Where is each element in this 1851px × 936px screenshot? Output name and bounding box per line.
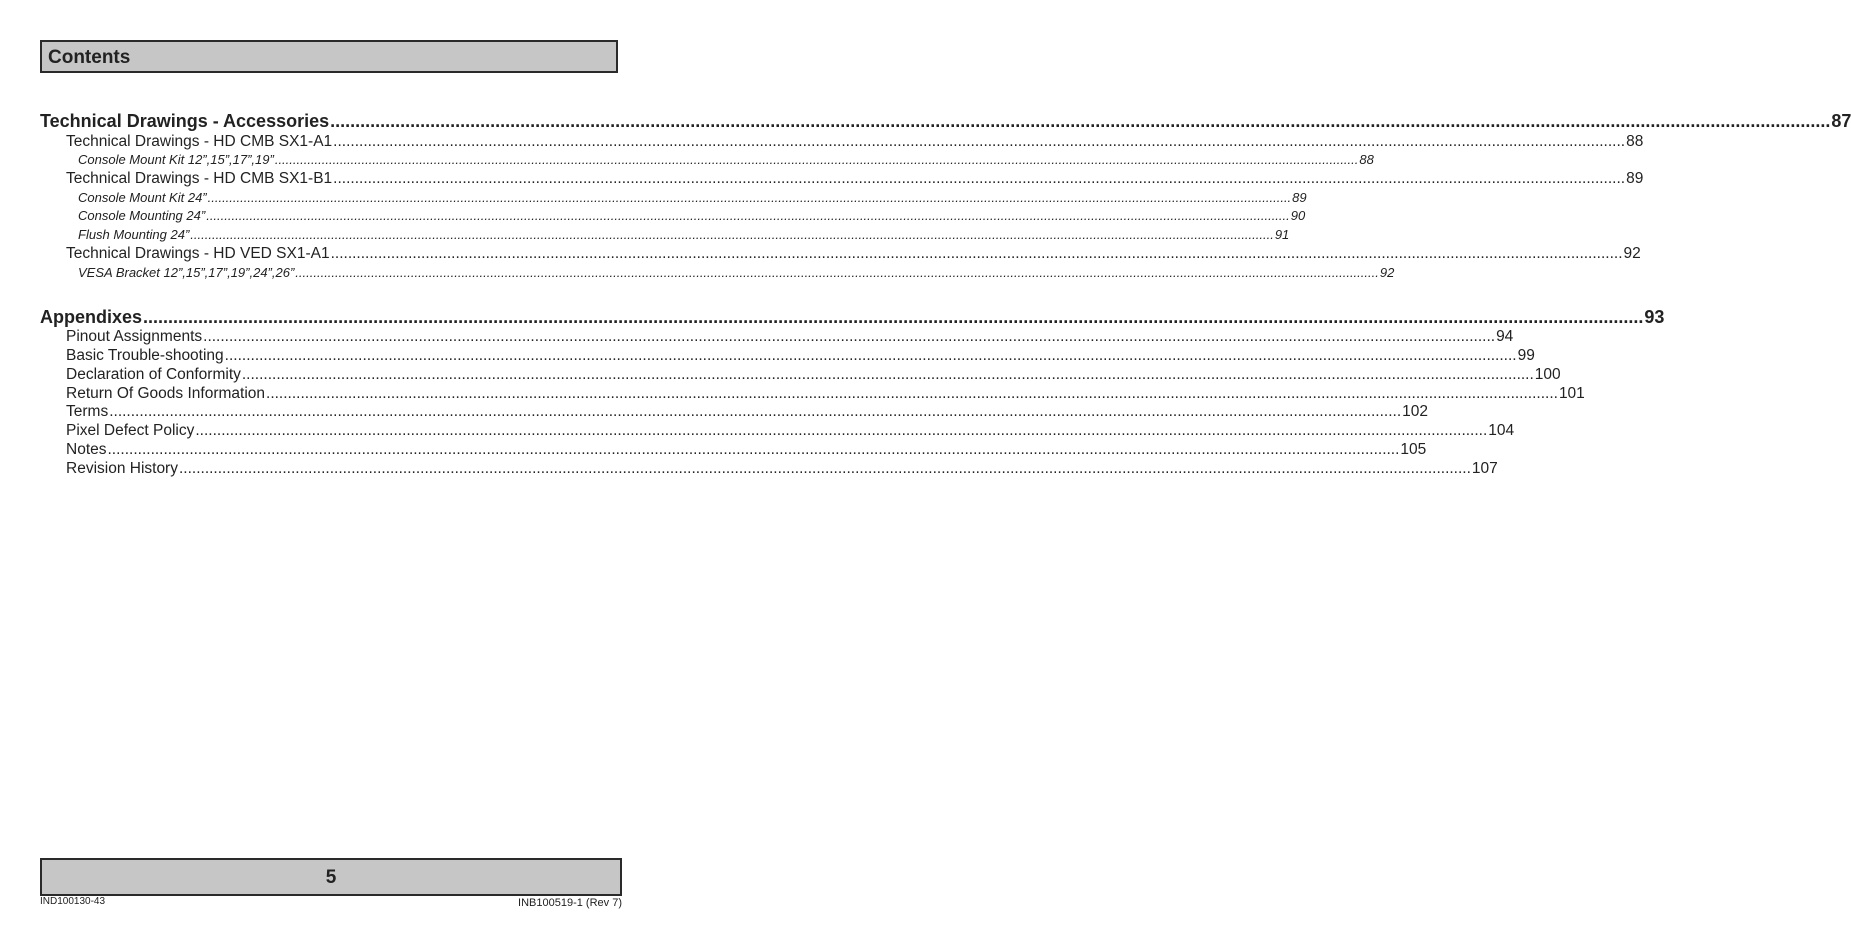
toc-page-number: 88: [1626, 133, 1644, 150]
toc-subentry[interactable]: [78, 227, 1290, 242]
toc-page-number: 102: [1402, 403, 1428, 420]
footer-page-number: 5: [325, 867, 337, 888]
toc-section-title: Appendixes: [40, 307, 143, 327]
document-code-right: INB100519-1 (Rev 7): [518, 897, 622, 909]
toc-page-number: 105: [1400, 441, 1427, 458]
toc-entry[interactable]: [66, 422, 1515, 440]
footer-bar: [40, 858, 622, 896]
toc-entry-label: Declaration of Conformity: [66, 366, 241, 383]
toc-subentry-label: Flush Mounting 24”: [78, 227, 190, 242]
toc-entry[interactable]: [66, 441, 1427, 459]
dot-leader: ............................................................................................................................................................................................................................................................................................................: [333, 133, 1626, 150]
toc-section-appendixes[interactable]: [40, 307, 1665, 328]
toc-entry[interactable]: [66, 133, 1644, 151]
dot-leader: ............................................................................................................................................................................................................................................................................................................: [109, 403, 1402, 420]
toc-page-number: 89: [1626, 170, 1644, 187]
toc-page-number: 93: [1644, 307, 1665, 327]
toc-entry-label: Return Of Goods Information: [66, 385, 266, 402]
dot-leader: ............................................................................................................................................................................................................................................................................................................: [224, 347, 1517, 364]
toc-page-number: 107: [1471, 460, 1498, 477]
toc-entry-label: Terms: [66, 403, 109, 420]
toc-page-number: 91: [1274, 227, 1290, 242]
dot-leader: ............................................................................................................................................................................................................................................................................................................: [241, 366, 1534, 383]
toc-entry[interactable]: [66, 170, 1644, 188]
page-title: Contents: [48, 47, 131, 68]
toc-subentry[interactable]: [78, 208, 1306, 223]
dot-leader: ............................................................................................................................................................................................................................................................................................................: [178, 460, 1471, 477]
toc-entry-label: Technical Drawings - HD CMB SX1-B1: [66, 170, 333, 187]
dot-leader: ............................................................................................................................................................................................................................................................................................................: [330, 245, 1623, 262]
toc-entry[interactable]: [66, 385, 1585, 403]
toc-page-number: 100: [1534, 366, 1561, 383]
toc-subentry[interactable]: [78, 190, 1307, 205]
toc-page-number: 104: [1488, 422, 1515, 439]
toc-page-number: 92: [1623, 245, 1641, 262]
toc-entry[interactable]: [66, 366, 1561, 384]
toc-entry-label: Technical Drawings - HD VED SX1-A1: [66, 245, 330, 262]
dot-leader: ............................................................................................................................................................................................................................................................................................................: [330, 111, 1831, 131]
toc-entry-label: Pixel Defect Policy: [66, 422, 195, 439]
toc-entry-label: Revision History: [66, 460, 178, 477]
toc-subentry-label: Console Mounting 24”: [78, 208, 206, 223]
toc-page-number: 101: [1558, 385, 1585, 402]
contents-header-bar: [40, 40, 618, 73]
dot-leader: ............................................................................................................................................................................................................................................................................................................: [266, 385, 1558, 402]
toc-page-number: 87: [1831, 111, 1851, 131]
toc-entry[interactable]: [66, 328, 1514, 346]
toc-entry-label: Notes: [66, 441, 107, 458]
toc-page-number: 88: [1359, 152, 1374, 167]
toc-subentry[interactable]: [78, 152, 1374, 167]
toc-subentry-label: VESA Bracket 12”,15”,17”,19”,24”,26”: [78, 265, 295, 280]
toc-page-number: 89: [1292, 190, 1307, 205]
toc-section-technical-drawings-accessories[interactable]: [40, 111, 1851, 132]
toc-entry-label: Technical Drawings - HD CMB SX1-A1: [66, 133, 333, 150]
toc-entry-label: Basic Trouble-shooting: [66, 347, 224, 364]
dot-leader: ............................................................................................................................................................................................................................................................................................................: [274, 152, 1359, 167]
toc-subentry[interactable]: [78, 265, 1395, 280]
toc-section-title: Technical Drawings - Accessories: [40, 111, 330, 131]
dot-leader: ............................................................................................................................................................................................................................................................................................................: [203, 328, 1496, 345]
dot-leader: ............................................................................................................................................................................................................................................................................................................: [333, 170, 1626, 187]
dot-leader: ............................................................................................................................................................................................................................................................................................................: [206, 208, 1290, 223]
toc-subentry-label: Console Mount Kit 12”,15”,17”,19”: [78, 152, 274, 167]
toc-page-number: 99: [1517, 347, 1535, 364]
dot-leader: ............................................................................................................................................................................................................................................................................................................: [143, 307, 1644, 327]
document-code-left: IND100130-43: [40, 896, 106, 907]
dot-leader: ............................................................................................................................................................................................................................................................................................................: [190, 227, 1274, 242]
toc-page-number: 94: [1496, 328, 1514, 345]
dot-leader: ............................................................................................................................................................................................................................................................................................................: [107, 441, 1400, 458]
toc-entry[interactable]: [66, 347, 1535, 365]
dot-leader: ............................................................................................................................................................................................................................................................................................................: [195, 422, 1488, 439]
dot-leader: ............................................................................................................................................................................................................................................................................................................: [295, 265, 1379, 280]
toc-entry-label: Pinout Assignments: [66, 328, 203, 345]
toc-entry[interactable]: [66, 245, 1641, 263]
toc-subentry-label: Console Mount Kit 24”: [78, 190, 207, 205]
toc-entry[interactable]: [66, 460, 1498, 478]
toc-page-number: 92: [1379, 265, 1395, 280]
toc-page-number: 90: [1290, 208, 1306, 223]
dot-leader: ............................................................................................................................................................................................................................................................................................................: [207, 190, 1292, 205]
toc-entry[interactable]: [66, 403, 1428, 421]
